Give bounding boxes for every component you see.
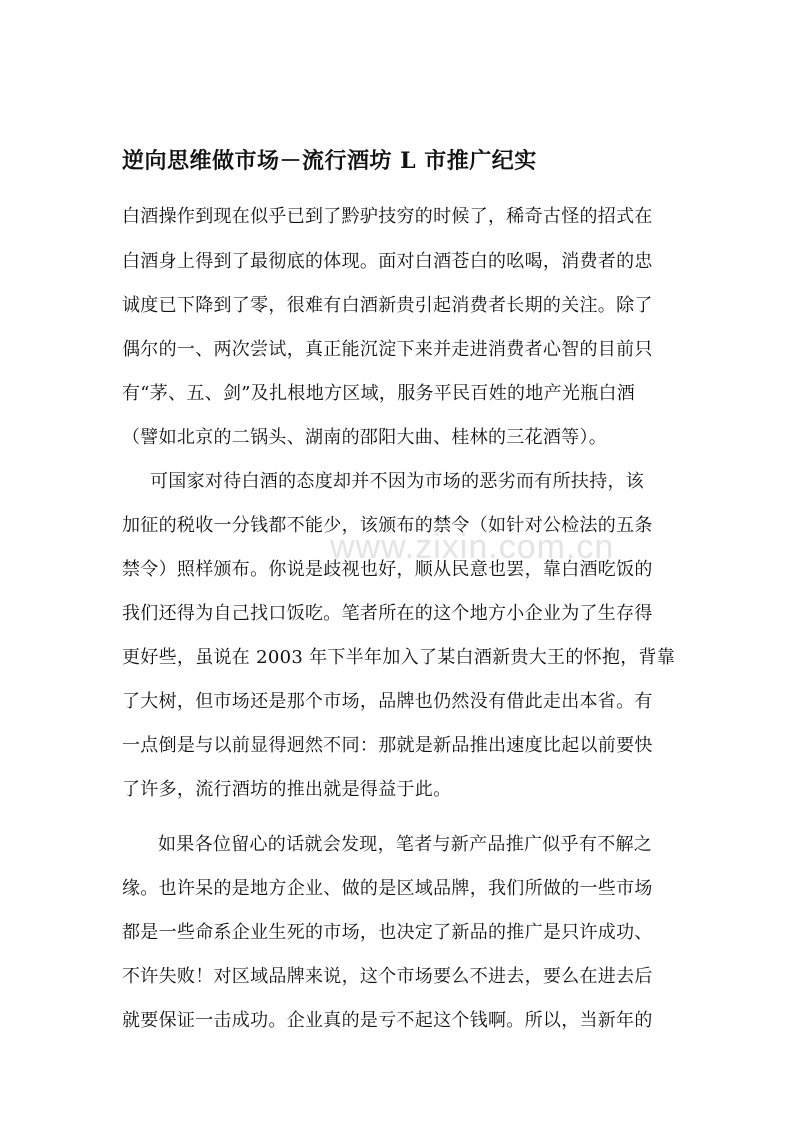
paragraph-3-line-2: 缘。也许呆的是地方企业、做的是区域品牌，我们所做的一些市场 bbox=[122, 878, 653, 899]
watermark: www.zixin.com.cn bbox=[330, 528, 615, 566]
paragraph-3-line-4: 不许失败！对区域品牌来说，这个市场要么不进去，要么在进去后 bbox=[122, 966, 653, 987]
paragraph-2-line-4: 我们还得为自己找口饭吃。笔者所在的这个地方小企业为了生存得 bbox=[122, 603, 653, 624]
paragraph-2-line-8: 了许多，流行酒坊的推出就是得益于此。 bbox=[122, 779, 452, 800]
paragraph-1-line-6: （譬如北京的二锅头、湖南的邵阳大曲、桂林的三花酒等）。 bbox=[122, 427, 608, 448]
paragraph-3-line-5: 就要保证一击成功。企业真的是亏不起这个钱啊。所以，当新年的 bbox=[122, 1010, 653, 1031]
paragraph-1-line-4: 偶尔的一、两次尝试，真正能沉淀下来并走进消费者心智的目前只 bbox=[122, 339, 653, 360]
paragraph-1-line-2: 白酒身上得到了最彻底的体现。面对白酒苍白的吆喝，消费者的忠 bbox=[122, 251, 653, 272]
paragraph-1-line-5: 有“茅、五、剑”及扎根地方区域，服务平民百姓的地产光瓶白酒 bbox=[122, 383, 636, 404]
paragraph-2-line-2: 加征的税收一分钱都不能少，该颁布的禁令（如针对公检法的五条 bbox=[122, 515, 653, 536]
document-title: 逆向思维做市场－流行酒坊 L 市推广纪实 bbox=[122, 148, 537, 174]
paragraph-3-line-3: 都是一些命系企业生死的市场，也决定了新品的推广是只许成功、 bbox=[122, 922, 653, 943]
paragraph-2-line-7: 一点倒是与以前显得迥然不同：那就是新品推出速度比起以前要快 bbox=[122, 735, 653, 756]
paragraph-2-line-3: 禁令）照样颁布。你说是歧视也好，顺从民意也罢，靠白酒吃饭的 bbox=[122, 559, 653, 580]
paragraph-2-line-1: 可国家对待白酒的态度却并不因为市场的恶劣而有所扶持，该 bbox=[150, 471, 645, 492]
paragraph-1-line-1: 白酒操作到现在似乎已到了黔驴技穷的时候了，稀奇古怪的招式在 bbox=[122, 206, 653, 227]
paragraph-1-line-3: 诚度已下降到了零，很难有白酒新贵引起消费者长期的关注。除了 bbox=[122, 295, 653, 316]
paragraph-3-line-1: 如果各位留心的话就会发现，笔者与新产品推广似乎有不解之 bbox=[158, 834, 653, 855]
paragraph-2-line-5: 更好些，虽说在 2003 年下半年加入了某白酒新贵大王的怀抱，背靠 bbox=[122, 647, 676, 668]
paragraph-2-line-6: 了大树，但市场还是那个市场，品牌也仍然没有借此走出本省。有 bbox=[122, 691, 653, 712]
